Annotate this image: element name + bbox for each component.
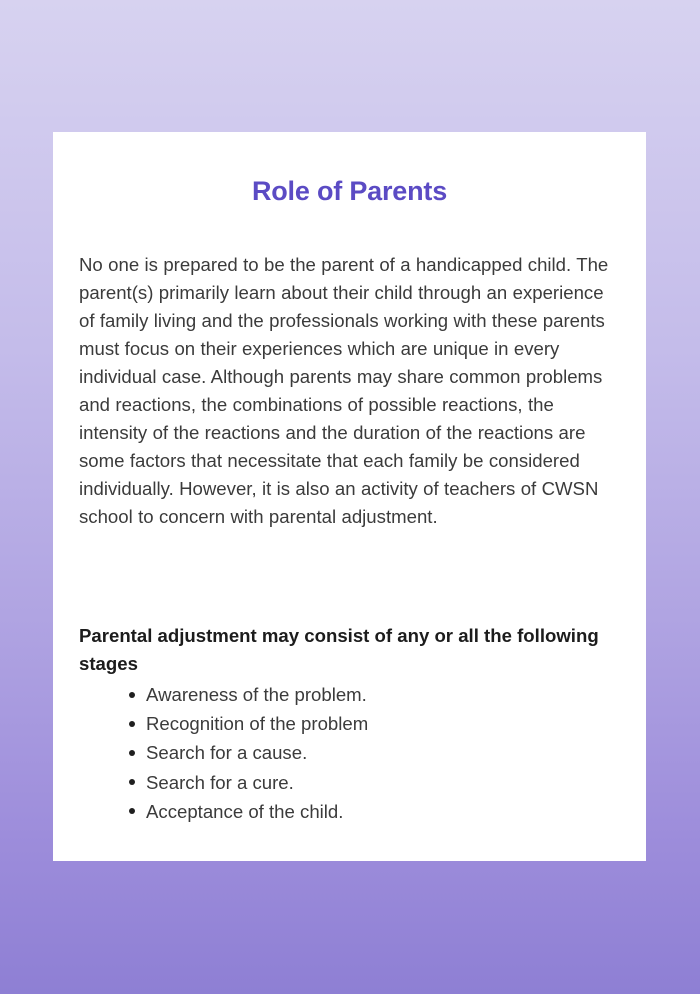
stages-list	[79, 680, 624, 826]
list-item	[79, 709, 624, 738]
bullet-dot-icon	[129, 750, 135, 756]
section-subheading: Parental adjustment may consist of any or all the following stages	[79, 625, 599, 674]
bullet-dot-icon	[129, 692, 135, 698]
list-item-label: Awareness of the problem.	[146, 684, 367, 705]
content-card	[53, 132, 646, 861]
bullet-dot-icon	[129, 721, 135, 727]
list-item	[79, 797, 624, 826]
list-item-label: Acceptance of the child.	[146, 800, 344, 822]
body-paragraph: No one is prepared to be the parent of a handicapped child. The parent(s) primarily learn about their child through an experience of family living and the professionals working with these parents must focus on their experiences which are unique in every individual case. Although parents may share common problems and reactions, the combinations of possible reactions, the intensity of the reactions and the duration of the reactions are some factors that necessitate that each family be considered individually. However, it is also an activity of teachers of CWSN school to concern with parental adjustment.	[79, 254, 609, 527]
list-item-label: Recognition of the problem	[146, 713, 369, 735]
list-item	[79, 738, 624, 767]
list-item	[79, 768, 624, 797]
list-item-label: Search for a cure.	[146, 771, 294, 793]
bullet-dot-icon	[129, 808, 135, 814]
page-title: Role of Parents	[251, 176, 448, 206]
list-item-label: Search for a cause.	[146, 742, 308, 764]
list-item	[79, 680, 624, 709]
bullet-dot-icon	[129, 779, 135, 785]
